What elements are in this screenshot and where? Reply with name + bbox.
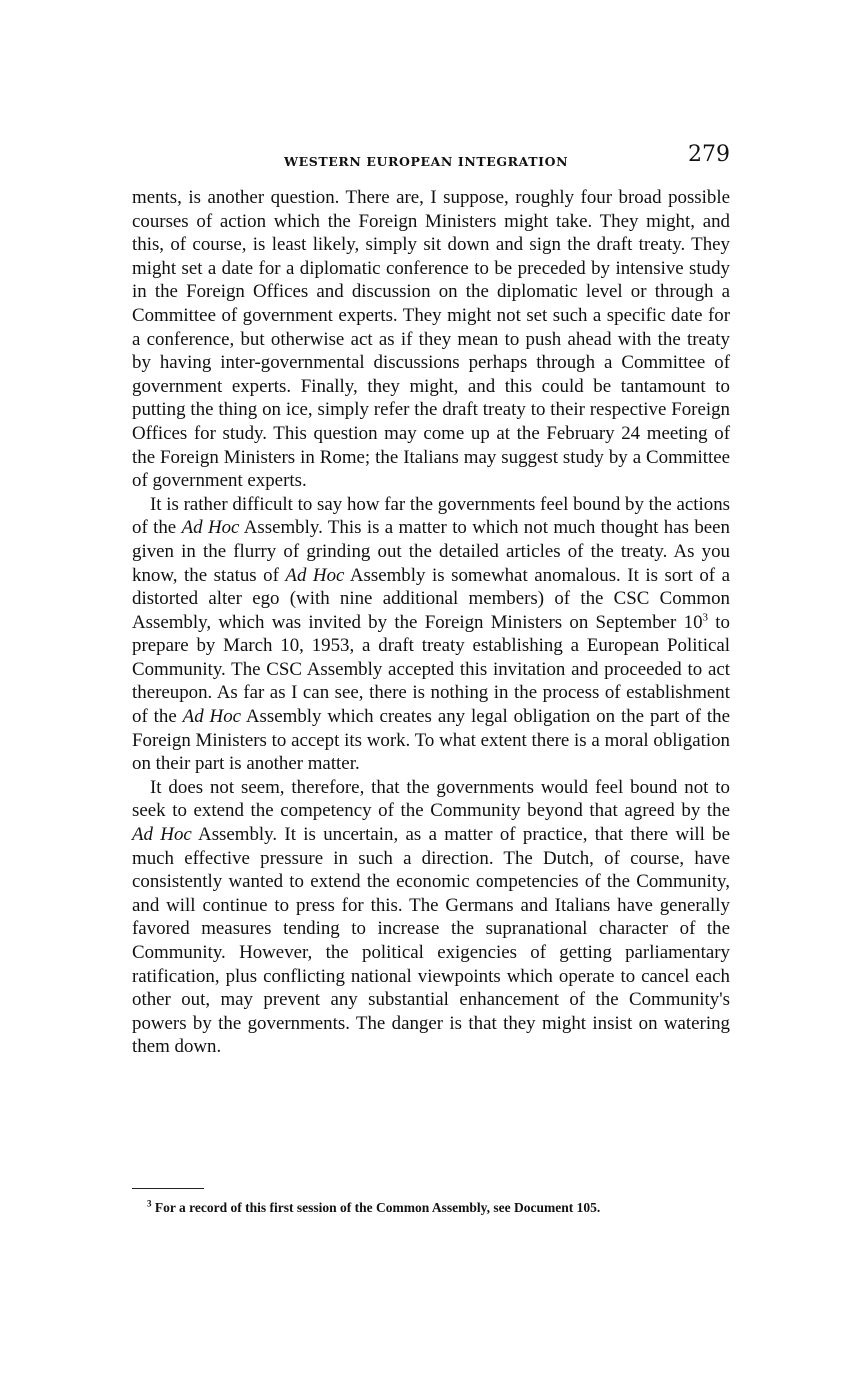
footnote-divider [132,1188,204,1189]
paragraph-1-text: ments, is another question. There are, I suppose, roughly four broad possible courses of action which the Foreign Ministers might take. They might, and this, of course, is least likely, simply sit down and sign the draft treaty. They might set a date for a diplomatic conference to be preceded by intensive study in the Foreign Offices and discussion on the diplomatic level or through a Committee of government experts. They might not set such a specific date for a conference, but otherwise act as if they mean to push ahead with the treaty by having inter-governmental discussions perhaps through a Committee of government experts. Finally, they might, and this could be tantamount to putting the thing on ice, simply refer the draft treaty to their respective Foreign Offices for study. This question may come up at the February 24 meeting of the Foreign Ministers in Rome; the Italians may suggest study by a Committee of government experts. [132,187,730,492]
footnote-marker: 3 [147,1198,152,1209]
ad-hoc-italic: Ad Hoc [182,706,242,728]
running-title: WESTERN EUROPEAN INTEGRATION [284,154,569,169]
paragraph-2-segment: Assembly which creates any legal obligation on the part of the Foreign Ministers to accept its work. To what extent there is a moral obligation on their part is another matter. [132,706,730,775]
paragraph-3 [132,776,730,1059]
paragraph-1 [132,186,730,493]
paragraph-2-segment: Assembly is somewhat anomalous. It is sort of a distorted alter ego (with nine additional members) of the CSC Common Assembly, which was invited by the Foreign Ministers on September 10 [132,564,730,633]
body-text [132,186,730,1059]
paragraph-2-segment: It is rather difficult to say how far the governments feel bound by the actions of the [132,493,730,539]
footnote-text: For a record of this first session of the Common Assembly, see Document 105. [151,1200,601,1215]
paragraph-2-segment: to prepare by March 10, 1953, a draft treaty establishing a European Political Community. The CSC Assembly accepted this invitation and proceeded to act thereupon. As far as I can see, there is nothing in the process of establishment of the [132,611,730,728]
ad-hoc-italic: Ad Hoc [285,564,345,586]
running-head [132,142,730,176]
paragraph-3-segment: It does not seem, therefore, that the governments would feel bound not to seek to extend the competency of the Community beyond that agreed by the [132,776,730,822]
footnote [147,1199,747,1216]
paragraph-2 [132,493,730,776]
ad-hoc-italic: Ad Hoc [181,517,240,539]
paragraph-2-segment: Assembly. This is a matter to which not much thought has been given in the flurry of grinding out the detailed articles of the treaty. As you know, the status of [132,517,730,586]
paragraph-3-segment: Assembly. It is uncertain, as a matter of practice, that there will be much effective pressure in such a direction. The Dutch, of course, have consistently wanted to extend the economic competencies of the Community, and will continue to press for this. The Germans and Italians have generally favored measures tending to increase the supranational character of the Community. However, the political exigencies of getting parliamentary ratification, plus conflicting national viewpoints which operate to cancel each other out, may prevent any substantial enhancement of the Community's powers by the governments. The danger is that they might insist on watering them down. [132,824,730,1058]
page-number: 279 [688,142,730,167]
ad-hoc-italic: Ad Hoc [132,824,192,846]
footnote-reference: 3 [702,611,709,624]
